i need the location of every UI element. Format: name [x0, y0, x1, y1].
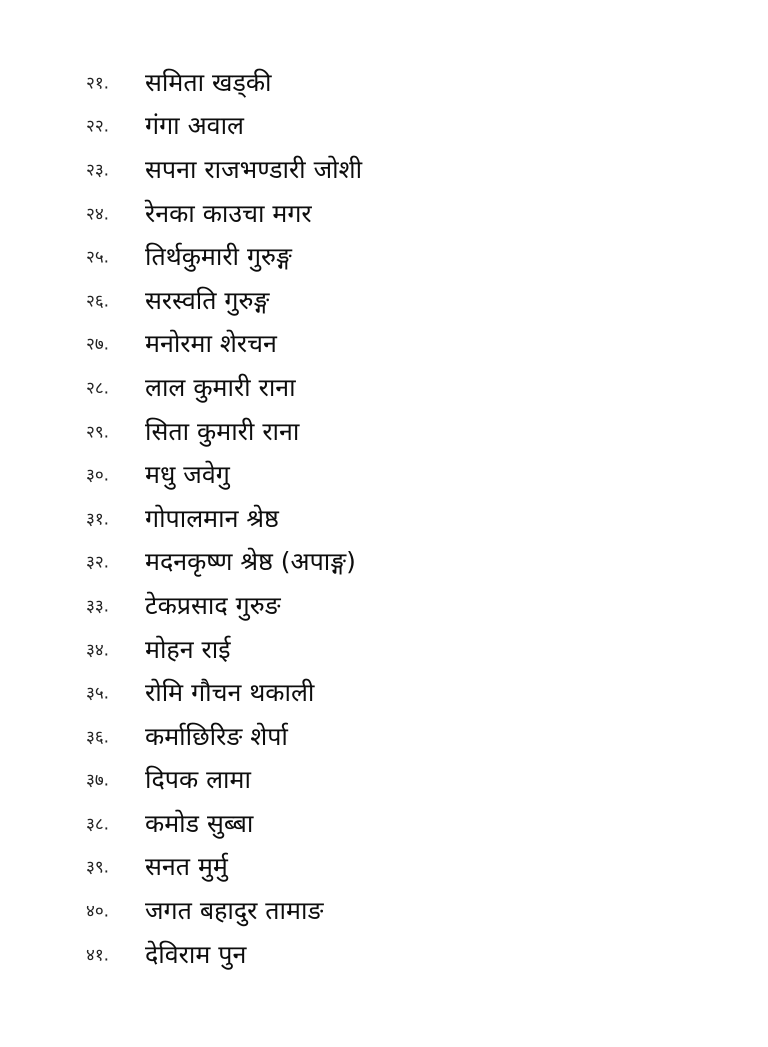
list-item	[0, 365, 768, 409]
item-name: देविराम पुन	[145, 939, 247, 969]
item-name: रोमि गौचन थकाली	[145, 678, 315, 708]
item-name: गोपालमान श्रेष्ठ	[145, 503, 279, 533]
item-name: सरस्वति गुरुङ्ग	[145, 285, 270, 315]
item-name: जगत बहादुर तामाङ	[145, 896, 324, 926]
list-item	[0, 104, 768, 148]
list-item	[0, 758, 768, 802]
item-number: ३८.	[86, 814, 110, 835]
list-item	[0, 452, 768, 496]
item-number: २९.	[86, 422, 110, 443]
item-name: लाल कुमारी राना	[145, 372, 296, 402]
item-name: तिर्थकुमारी गुरुङ्ग	[145, 242, 292, 272]
item-name: दिपक लामा	[145, 765, 251, 795]
item-number: ३०.	[86, 465, 110, 486]
item-name: समिता खड्की	[145, 67, 272, 97]
item-name: सिता कुमारी राना	[145, 416, 300, 446]
item-name: कर्माछिरिङ शेर्पा	[145, 721, 288, 751]
item-number: २५.	[86, 247, 110, 268]
list-item	[0, 60, 768, 104]
list-item	[0, 540, 768, 584]
list-item	[0, 496, 768, 540]
item-name: टेकप्रसाद गुरुङ	[145, 590, 281, 620]
name-list	[0, 60, 768, 975]
list-item	[0, 670, 768, 714]
item-number: २२.	[86, 116, 110, 137]
list-item	[0, 191, 768, 235]
item-name: गंगा अवाल	[145, 111, 244, 141]
item-name: मनोरमा शेरचन	[145, 329, 277, 359]
list-item	[0, 932, 768, 976]
item-name: रेनका काउचा मगर	[145, 198, 312, 228]
item-number: ३९.	[86, 857, 110, 878]
item-number: ३४.	[86, 640, 110, 661]
item-name: सपना राजभण्डारी जोशी	[145, 154, 363, 184]
list-item	[0, 322, 768, 366]
item-name: मधु जवेगु	[145, 460, 230, 490]
item-number: २४.	[86, 204, 110, 225]
item-number: ३५.	[86, 683, 110, 704]
item-name: सनत मुर्मु	[145, 852, 228, 882]
list-item	[0, 845, 768, 889]
item-number: ३७.	[86, 770, 110, 791]
list-item	[0, 801, 768, 845]
item-number: २१.	[86, 73, 110, 94]
item-number: २६.	[86, 291, 110, 312]
list-item	[0, 627, 768, 671]
item-number: ४१.	[86, 945, 110, 966]
item-number: ३६.	[86, 727, 110, 748]
item-number: ३१.	[86, 509, 110, 530]
item-number: २८.	[86, 378, 110, 399]
list-item	[0, 234, 768, 278]
list-item	[0, 714, 768, 758]
item-name: मदनकृष्ण श्रेष्ठ (अपाङ्ग)	[145, 547, 356, 577]
list-item	[0, 278, 768, 322]
item-number: ३३.	[86, 596, 110, 617]
item-number: २७.	[86, 334, 110, 355]
list-item	[0, 888, 768, 932]
item-name: कमोड सुब्बा	[145, 808, 254, 838]
list-item	[0, 583, 768, 627]
item-number: ३२.	[86, 552, 110, 573]
list-item	[0, 409, 768, 453]
item-number: ४०.	[86, 901, 110, 922]
list-item	[0, 147, 768, 191]
item-name: मोहन राई	[145, 634, 231, 664]
item-number: २३.	[86, 160, 110, 181]
